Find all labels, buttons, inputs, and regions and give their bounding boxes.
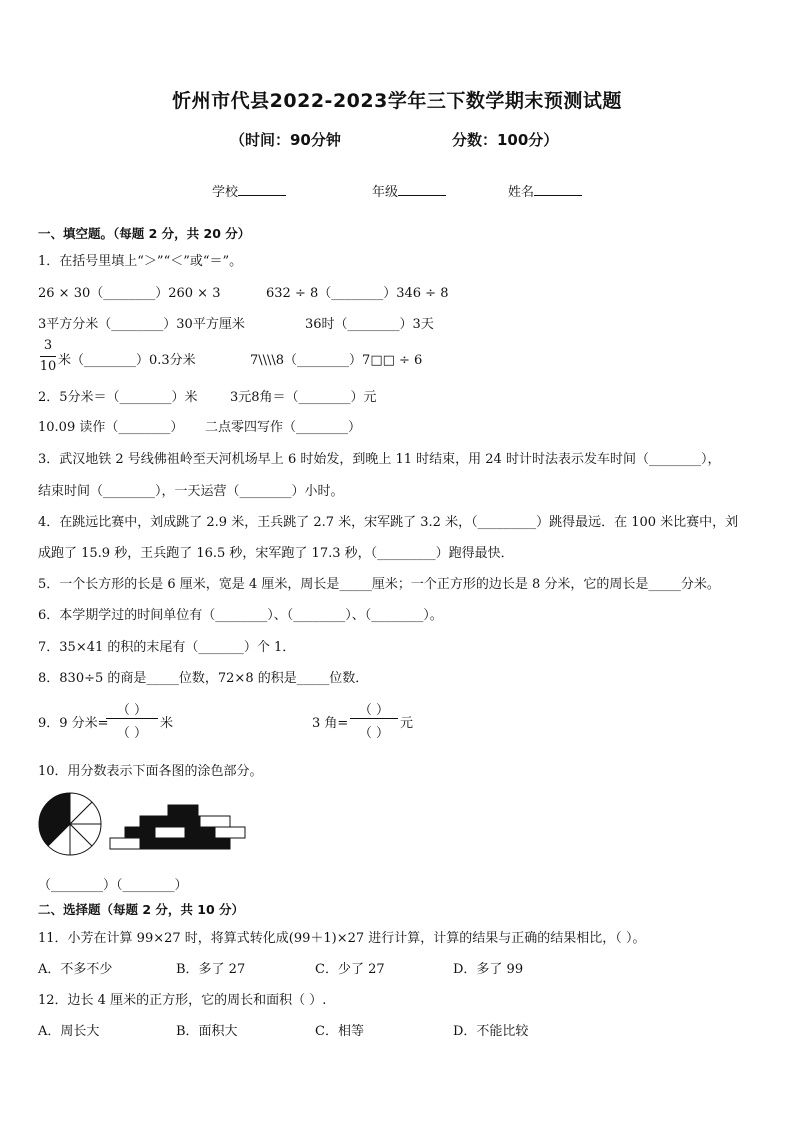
q9-a-prefix: 9．9 分米= — [38, 716, 109, 731]
name-label: 姓名 — [508, 185, 535, 200]
q7-text: 7．35×41 的积的末尾有（_______）个 1． — [38, 640, 296, 655]
brick — [170, 816, 200, 827]
brick — [125, 827, 155, 838]
q4-line2: 成跑了 15.9 秒，王兵跑了 16.5 秒，宋军跑了 17.3 秒，（_________）跑得最快． — [38, 546, 514, 561]
brick — [200, 838, 230, 849]
q12-option-a[interactable]: A．周长大 — [38, 1024, 100, 1039]
time-label: （时间：90分钟 — [230, 131, 341, 149]
q12-option-c[interactable]: C．相等 — [315, 1024, 364, 1039]
q12-stem: 12．边长 4 厘米的正方形，它的周长和面积（ ）. — [38, 993, 327, 1008]
q9-a-unit: 米 — [160, 716, 174, 731]
q2-row2-right: 二点零四写作（________） — [205, 420, 362, 435]
q10-stem: 10．用分数表示下面各图的涂色部分。 — [38, 764, 263, 779]
q11-option-d[interactable]: D．多了 99 — [453, 962, 524, 977]
name-field — [508, 181, 582, 200]
q2-row2-left: 10.09 读作（________） — [38, 420, 184, 435]
fraction-denominator: 10 — [39, 359, 57, 374]
q9-b-denominator[interactable]: （ ） — [358, 726, 390, 741]
q8-text: 8．830÷5 的商是_____位数，72×8 的积是_____位数． — [38, 671, 369, 686]
q9-b-unit: 元 — [400, 716, 414, 731]
q11-stem: 11．小芳在计算 99×27 时，将算式转化成(99＋1)×27 进行计算，计算的结果与正确的结果相比，（ ）。 — [38, 931, 646, 946]
name-blank[interactable] — [534, 183, 582, 196]
section-heading-choice: 二、选择题（每题 2 分，共 10 分） — [38, 902, 245, 917]
pie-circle — [39, 793, 101, 855]
fraction-bar — [40, 356, 56, 357]
q3-line2: 结束时间（________），一天运营（________）小时。 — [38, 484, 344, 499]
fraction-numerator: 3 — [43, 338, 53, 353]
brick-stack — [110, 805, 245, 849]
q1-row2-right: 36时（________）3天 — [305, 317, 434, 332]
q1-row1-left: 26 × 30（________）260 × 3 — [38, 286, 221, 301]
q9-a-denominator[interactable]: （ ） — [116, 726, 148, 741]
q2-row1-right: 3元8角＝（________）元 — [230, 390, 377, 405]
q9-b-numerator[interactable]: （ ） — [358, 703, 390, 718]
school-label: 学校 — [212, 185, 239, 200]
brick — [155, 827, 185, 838]
section-heading-fill: 一、填空题。（每题 2 分，共 20 分） — [38, 226, 251, 241]
page-title: 忻州市代县2022-2023学年三下数学期末预测试题 — [172, 90, 622, 112]
q9-b-fraction — [350, 699, 398, 741]
brick — [215, 827, 245, 838]
q4-line1: 4．在跳远比赛中，刘成跳了 2.9 米，王兵跳了 2.7 米，宋军跳了 3.2 米，（_________）跳得最远．在 100 米比赛中，刘 — [38, 515, 739, 530]
brick — [140, 838, 170, 849]
q12-option-b[interactable]: B．面积大 — [176, 1024, 238, 1039]
q3-line1: 3．武汉地铁 2 号线佛祖岭至天河机场早上 6 时始发，到晚上 11 时结束，用 24 时计时法表示发车时间（________）， — [38, 452, 721, 467]
q10-answers: （________）（________） — [38, 878, 188, 893]
brick — [185, 827, 215, 838]
brick — [140, 816, 170, 827]
brick — [170, 838, 200, 849]
fraction-bar — [350, 718, 398, 719]
q10-figures — [38, 792, 248, 858]
score-label: 分数：100分） — [452, 131, 559, 149]
q11-option-c[interactable]: C．少了 27 — [315, 962, 385, 977]
brick — [168, 805, 198, 816]
q6-text: 6．本学期学过的时间单位有（________）、（________）、（________）。 — [38, 608, 443, 623]
q9-b-prefix: 3 角= — [312, 716, 349, 731]
brick — [110, 838, 140, 849]
q1-row1-right: 632 ÷ 8（________）346 ÷ 8 — [266, 286, 449, 301]
brick — [200, 816, 230, 827]
q1-row3-left: 米（________）0.3分米 — [58, 353, 196, 368]
fraction-bar — [106, 718, 158, 719]
grade-field — [372, 181, 446, 200]
q1-stem: 1．在括号里填上“＞”“＜”或“＝”。 — [38, 254, 243, 269]
q11-option-a[interactable]: A．不多不少 — [38, 962, 113, 977]
q1-row3-right: 7\\\\8（________）7□□ ÷ 6 — [250, 353, 423, 368]
q11-option-b[interactable]: B．多了 27 — [176, 962, 246, 977]
grade-blank[interactable] — [398, 183, 446, 196]
q9-a-numerator[interactable]: （ ） — [116, 703, 148, 718]
q1-row2-left: 3平方分米（________）30平方厘米 — [38, 317, 245, 332]
q2-row1-left: 2．5分米＝（________）米 — [38, 390, 198, 405]
q1-fraction — [40, 338, 56, 378]
grade-label: 年级 — [372, 185, 399, 200]
q9-a-fraction — [106, 699, 158, 741]
q5-text: 5．一个长方形的长是 6 厘米，宽是 4 厘米，周长是_____厘米；一个正方形的边长是 8 分米，它的周长是_____分米。 — [38, 577, 720, 592]
school-field — [212, 181, 286, 200]
q12-option-d[interactable]: D．不能比较 — [453, 1024, 529, 1039]
school-blank[interactable] — [238, 183, 286, 196]
